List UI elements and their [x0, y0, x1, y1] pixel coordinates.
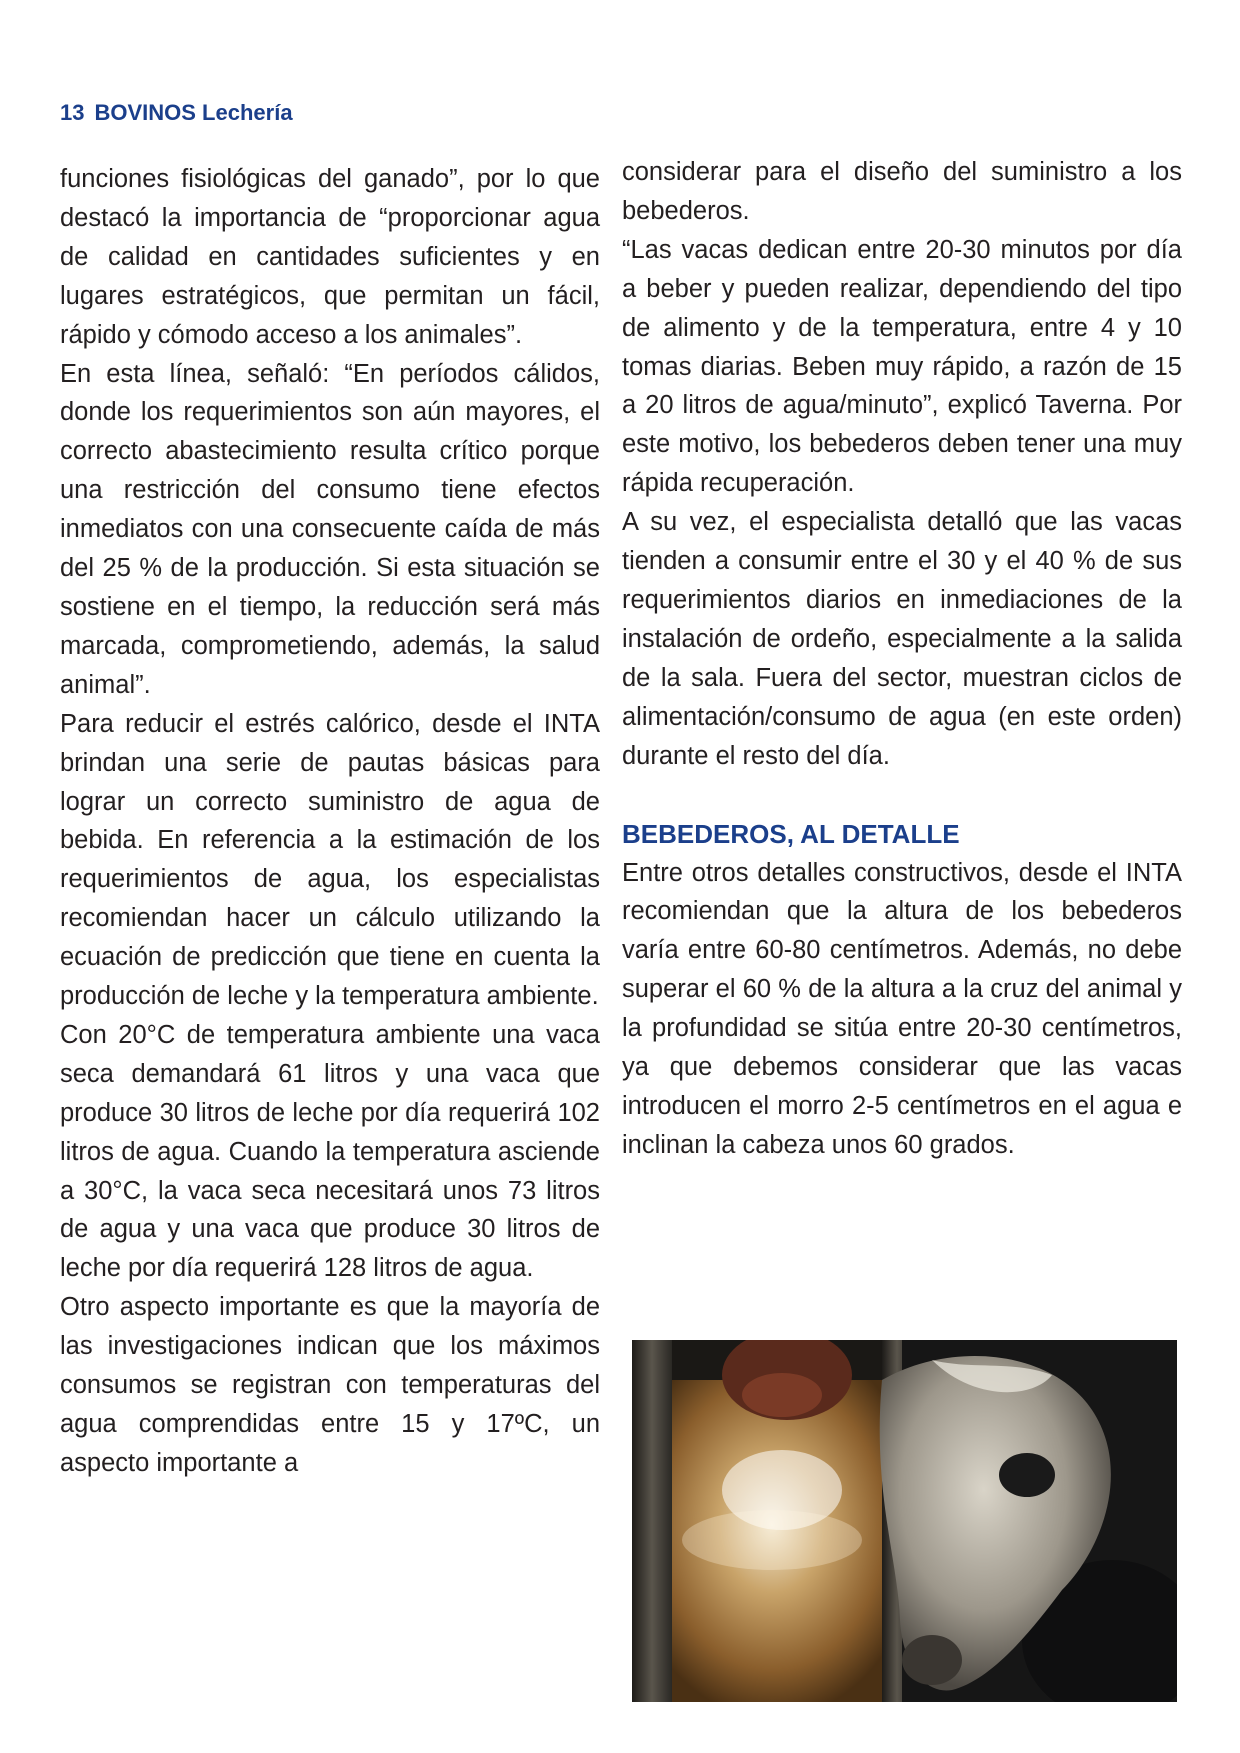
- paragraph: Entre otros detalles constructivos, desde el INTA recomiendan que la altura de los bebederos varía entre 60-80 centímetros. Además, no debe superar el 60 % de la altura a la cruz del animal y la profundidad se sitúa entre 20-30 centímetros, ya que debemos considerar que las vacas introducen el morro 2-5 centímetros en el agua e inclinan la cabeza unos 60 grados.: [622, 858, 1182, 1159]
- paragraph: funciones fisiológicas del ganado”, por lo que destacó la importancia de “proporcionar agua de calidad en cantidades suficientes y en lugares estratégicos, que permitan un fácil, rápido y cómodo acceso a los animales”.: [60, 165, 600, 349]
- paragraph: Para reducir el estrés calórico, desde el INTA brindan una serie de pautas básicas para lograr un correcto suministro de agua de bebida. En referencia a la estimación de los requerimientos de agua, los especialistas recomiendan hacer un cálculo utilizando la ecuación de predicción que tiene en cuenta la producción de leche y la temperatura ambiente.: [60, 709, 600, 1011]
- page-header: [60, 100, 293, 126]
- section-name: BOVINOS Lechería: [94, 100, 293, 125]
- section-heading: BEBEDEROS, AL DETALLE: [622, 818, 960, 849]
- paragraph: A su vez, el especialista detalló que las vacas tienden a consumir entre el 30 y el 40 % de sus requerimientos diarios en inmediaciones de la instalación de ordeño, especialmente a la salida de la sala. Fuera del sector, muestran ciclos de alimentación/consumo de agua (en este orden) durante el resto del día.: [622, 508, 1182, 770]
- right-column: [622, 153, 1182, 1165]
- paragraph: considerar para el diseño del suministro a los bebederos.: [622, 158, 1182, 225]
- paragraph: Con 20°C de temperatura ambiente una vaca seca demandará 61 litros y una vaca que produce 30 litros de leche por día requerirá 102 litros de agua. Cuando la temperatura asciende a 30°C, la vaca seca necesitará unos 73 litros de agua y una vaca que produce 30 litros de leche por día requerirá 128 litros de agua.: [60, 1020, 600, 1283]
- left-column: [60, 160, 600, 1483]
- paragraph: “Las vacas dedican entre 20-30 minutos por día a beber y pueden realizar, dependiendo del tipo de alimento y de la temperatura, entre 4 y 10 tomas diarias. Beben muy rápido, a razón de 15 a 20 litros de agua/minuto”, explicó Taverna. Por este motivo, los bebederos deben tener una muy rápida recuperación.: [622, 235, 1182, 498]
- paragraph: En esta línea, señaló: “En períodos cálidos, donde los requerimientos son aún mayores, el correcto abastecimiento resulta crítico porque una restricción del consumo tiene efectos inmediatos con una consecuente caída de más del 25 % de la producción. Si esta situación se sostiene en el tiempo, la reducción será más marcada, comprometiendo, además, la salud animal”.: [60, 359, 600, 699]
- cow-drinking-photo: [632, 1340, 1177, 1702]
- paragraph: Otro aspecto importante es que la mayoría de las investigaciones indican que los máximos consumos se registran con temperaturas del agua comprendidas entre 15 y 17ºC, un aspecto importante a: [60, 1293, 600, 1477]
- page-number: 13: [60, 100, 85, 125]
